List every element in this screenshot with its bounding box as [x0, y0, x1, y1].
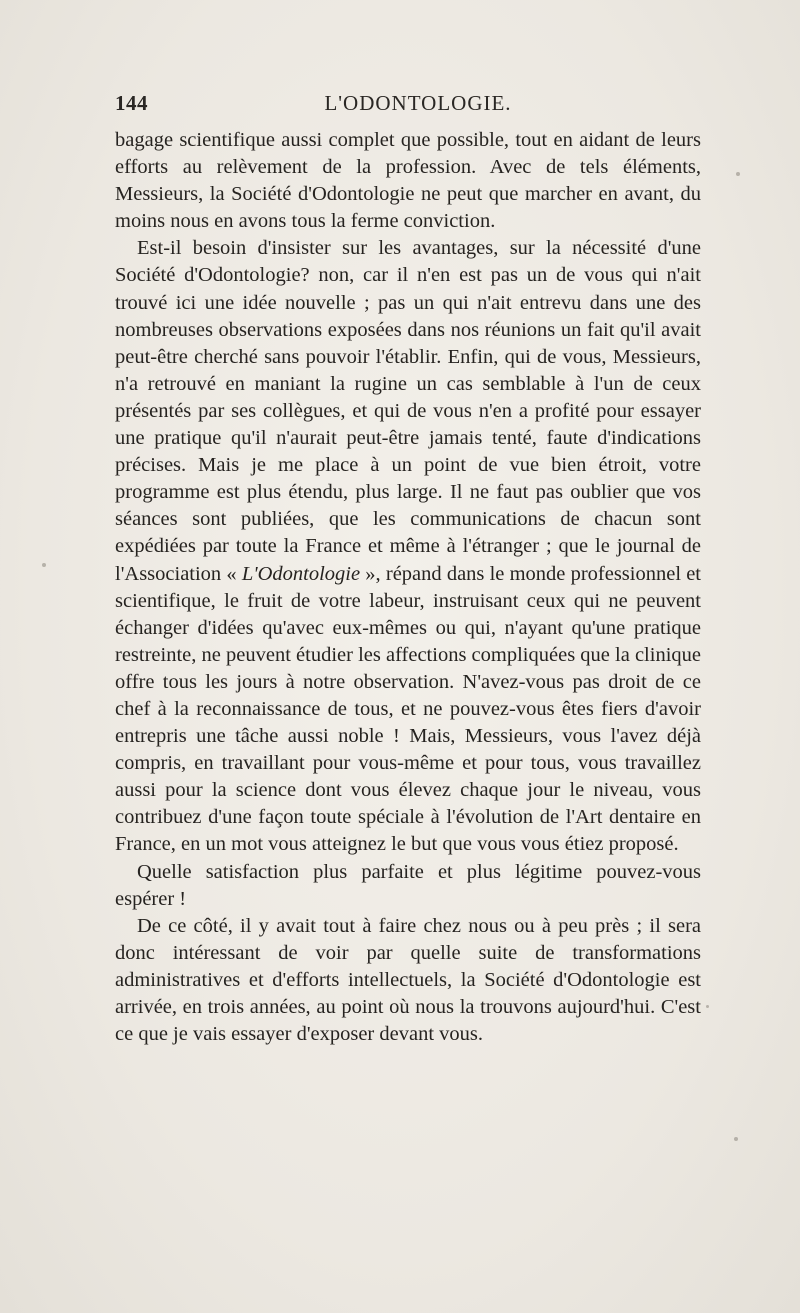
- paragraph: bagage scientifique aussi complet que possible, tout en aidant de leurs efforts au relèvement de la profession. Avec de tels éléments, Messieurs, la Société d'Odontologie ne peut que marcher en avant, du moins nous en avons tous la ferme conviction.: [115, 129, 701, 233]
- paragraph-text: », répand dans le monde professionnel et scientifique, le fruit de votre labeur, instruisant ceux qui ne peuvent échanger d'idées qu'avec eux-mêmes ou qui, n'ayant qu'une pratique restreinte, ne peuvent étudier les affections compliquées que la clinique offre tous les jours à notre observation. N'avez-vous pas droit de ce chef à la reconnaissance de tous, et ne pouvez-vous êtes fiers d'avoir entrepris une tâche aussi noble ! Mais, Messieurs, vous l'avez déjà compris, en travaillant pour vous-même et pour tous, vous travaillez aussi pour la science dont vous élevez chaque jour le niveau, vous contribuez d'une façon toute spéciale à l'évolution de l'Art dentaire en France, en un mot vous atteignez le but que vous vous étiez proposé.: [115, 562, 702, 856]
- page-header: [113, 91, 703, 121]
- body-text: [115, 127, 701, 1048]
- paragraph-text: Est-il besoin d'insister sur les avantages, sur la nécessité d'une Société d'Odontologie? non, car il n'en est pas un de vous qui n'ait trouvé ici une idée nouvelle ; pas un qui n'ait entrevu dans une des nombreuses observations exposées dans nos réunions un fait qu'il avait peut-être cherché sans pouvoir l'établir. Enfin, qui de vous, Messieurs, n'a retrouvé en maniant la rugine un cas semblable à l'un de ceux présentés par ses collègues, et qui de vous n'en a profité pour essayer une pratique qu'il n'aurait peut-être jamais tenté, faute d'indications précises. Mais je me place à un point de vue bien étroit, votre programme est plus étendu, plus large. Il ne faut pas oublier que vos séances sont publiées, que les communications de chacun sont expédiées par toute la France et même à l'étranger ; que le journal de l'Association «: [115, 237, 701, 585]
- paper-speck: [736, 172, 740, 176]
- paragraph: De ce côté, il y avait tout à faire chez nous ou à peu près ; il sera donc intéressant de voir par quelle suite de transformations administratives et d'efforts intellectuels, la Société d'Odontologie est arrivée, en trois années, au point où nous la trouvons aujourd'hui. C'est ce que je vais essayer d'exposer devant vous.: [115, 914, 701, 1046]
- paper-speck: [42, 563, 46, 567]
- paper-speck: [734, 1137, 738, 1141]
- journal-title: L'Odontologie: [241, 562, 361, 585]
- page-number: 144: [115, 91, 148, 115]
- paper-speck: [706, 1005, 709, 1008]
- paragraph: Quelle satisfaction plus parfaite et plus légitime pouvez-vous espérer !: [115, 860, 701, 910]
- paragraph: [115, 235, 701, 858]
- running-title: L'ODONTOLOGIE.: [324, 91, 512, 115]
